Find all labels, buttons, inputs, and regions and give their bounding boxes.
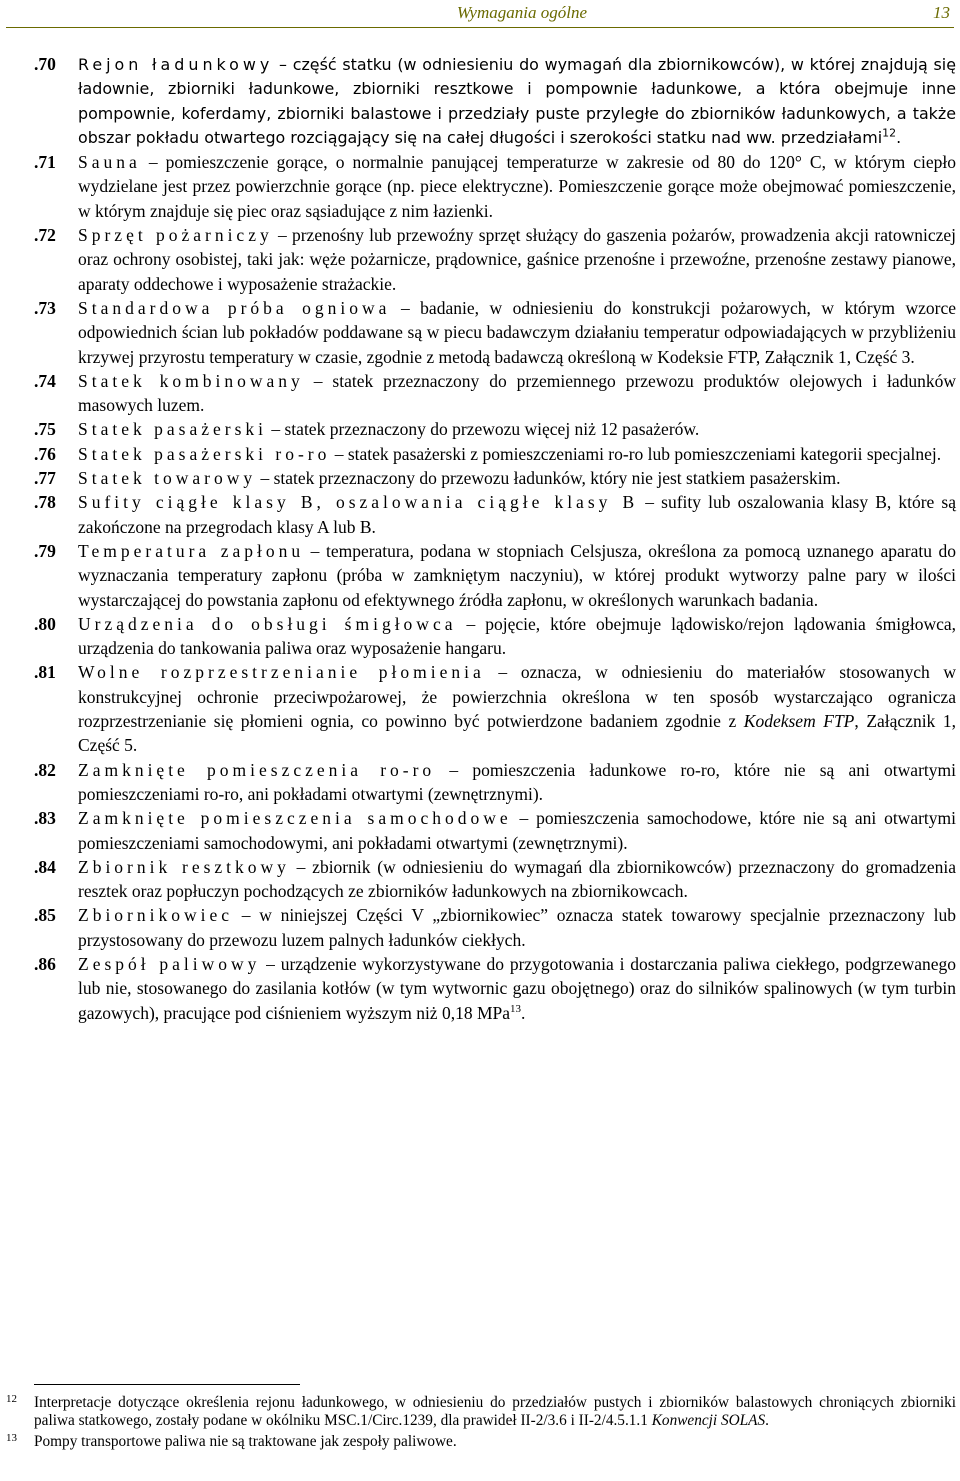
definition-tail: . — [521, 1002, 526, 1023]
definition-term: Wolne rozprzestrzenianie płomienia — [78, 662, 485, 683]
definition-number: .84 — [34, 856, 56, 877]
definition-text-cont: , Załącznik 1, Część 5. — [78, 711, 956, 756]
definition-number: .76 — [34, 443, 56, 464]
definition-entry — [34, 296, 956, 369]
definition-term: Zamknięte pomieszczenia samochodowe — [78, 808, 512, 829]
definition-text: sufity lub oszalowania klasy B, które są zakończone na przegrodach klasy A lub B. — [78, 492, 957, 537]
definition-number: .82 — [34, 759, 56, 780]
definition-text: przenośny lub przewoźny sprzęt służący do gaszenia pożarów, prowadzenia akcji ratowniczej oraz ochrony osobistej, taki jak: węże pożarnicze, prądownice, gaśnice przenośne i przewoźne, przenośne zestawy pianowe, aparaty oddechowe i wyposażenie strażackie. — [78, 225, 957, 294]
definition-entry — [34, 660, 956, 757]
definition-number: .75 — [34, 419, 56, 440]
definition-text: w niniejszej Części V „zbiornikowiec” oznacza statek towarowy specjalnie przeznaczony lub przystosowany do przewozu luzem palnych ładunków ciekłych. — [78, 905, 957, 950]
definition-term: Standardowa próba ogniowa — [78, 297, 391, 318]
definition-term: Statek kombinowany — [78, 370, 304, 391]
definition-text: urządzenie wykorzystywane do przygotowania i dostarczania paliwa ciekłego, podgrzewanego lub nie, stosowanego do zasilania kotłów (w tym wytwornic gazu obojętnego) oraz do silników spalinowych (w tym turbin gazowych), pracujące pod ciśnieniem wyższym niż 0,18 MPa — [78, 953, 956, 1023]
definition-text: statek przeznaczony do przewozu ładunków, który nie jest statkiem pasażerskim. — [273, 468, 841, 489]
definition-term: Sufity ciągłe klasy B, oszalowania ciągłe klasy B — [78, 492, 639, 513]
definition-entry — [34, 442, 956, 466]
footnote-ref: 13 — [510, 1002, 522, 1015]
definition-term: Statek towarowy — [78, 468, 257, 489]
footnote-tail: . — [765, 1412, 769, 1430]
definition-italic-ref: Kodeksem FTP — [743, 711, 855, 732]
definition-text: pomieszczenia samochodowe, które nie są ani otwartymi pomieszczeniami samochodowymi, ani pokładami otwartymi (zewnętrznymi). — [78, 808, 956, 853]
definition-number: .85 — [34, 905, 56, 926]
definition-entry — [34, 52, 956, 150]
definition-text: badanie, w odniesieniu do konstrukcji pożarowych, w którym wzorce odpowiednich ścian lub pokładów poddawane są w piecu badawczym działaniu temperatur odpowiadających w przybliżeniu krzywej przyrostu temperatury w czasie, zgodnie z metodą badawczą określoną w Kodeksie FTP, Załącznik 1, Część 3. — [78, 297, 956, 367]
definition-text: część statku (w odniesieniu do wymagań dla zbiornikowców), w której znajdują się ładownie, zbiorniki ładunkowe, zbiorniki resztkowe i pompownie ładunkowe, a która obejmuje inne pompownie, koferdamy, zbiorniki balastowe i przedziały puste przyległe do zbiorników ładunkowych, a także obszar pokładu otwartego rozciągający się na całej długości i szerokości statku nad ww. przedziałami — [78, 55, 956, 147]
definition-text: zbiornik (w odniesieniu do wymagań dla zbiornikowców) przeznaczony do gromadzenia resztek oraz popłuczyn pochodzących ze zbiorników ładunkowych na zbiornikowcach. — [78, 856, 957, 902]
definition-number: .81 — [34, 662, 56, 683]
definition-entry — [34, 952, 956, 1025]
definition-number: .80 — [34, 613, 56, 634]
definition-number: .83 — [34, 808, 56, 829]
definition-number: .74 — [34, 370, 56, 391]
definition-term: Zespół paliwowy — [78, 953, 261, 974]
definition-dash: – — [233, 905, 260, 926]
definition-term: Statek pasażerski ro-ro — [78, 443, 331, 464]
definition-term: Sprzęt pożarniczy — [78, 225, 273, 246]
header-divider — [6, 27, 954, 28]
definition-dash: – — [304, 540, 326, 561]
definition-term: Zbiornik resztkowy — [78, 856, 290, 877]
definition-text: statek przeznaczony do przewozu więcej niż 12 pasażerów. — [284, 419, 700, 440]
definition-text: statek przeznaczony do przemiennego przewozu produktów olejowych i ładunków masowych luzem. — [78, 370, 956, 416]
definition-number: .79 — [34, 540, 56, 561]
definition-entry — [34, 539, 956, 612]
definition-term: Zbiornikowiec — [78, 905, 234, 926]
definition-dash: – — [267, 419, 285, 440]
definition-dash: – — [390, 297, 421, 318]
definition-dash: – — [456, 613, 486, 634]
definition-number: .73 — [34, 297, 56, 318]
definition-term: Urządzenia do obsługi śmigłowca — [78, 613, 457, 634]
definition-dash: – — [435, 759, 473, 780]
definition-term: Rejon ładunkowy — [78, 55, 274, 74]
definition-entry — [34, 806, 956, 855]
definition-number: .70 — [34, 54, 56, 74]
definition-entry — [34, 855, 956, 904]
definition-dash: – — [256, 468, 274, 489]
definition-number: .71 — [34, 152, 56, 173]
definition-term: Temperatura zapłonu — [78, 540, 305, 561]
footnote-number: 12 — [6, 1393, 17, 1405]
page-number: 13 — [933, 3, 950, 22]
running-header-title: Wymagania ogólne — [456, 3, 587, 22]
footnotes — [0, 1394, 956, 1453]
definitions-list — [34, 52, 956, 1025]
definition-number: .86 — [34, 953, 56, 974]
definition-entry — [34, 903, 956, 952]
definition-dash: – — [484, 662, 521, 683]
definition-dash: – — [289, 856, 313, 877]
definition-number: .72 — [34, 225, 56, 246]
page-header — [0, 0, 960, 28]
definition-dash: – — [303, 370, 333, 391]
definition-text: pomieszczenia ładunkowe ro-ro, które nie są ani otwartymi pomieszczeniami ro-ro, ani pokładami otwartymi (zewnętrznymi). — [78, 759, 956, 804]
definition-dash: – — [140, 152, 166, 173]
definition-text: oznacza, w odniesieniu do materiałów stosowanych w konstrukcyjnej ochronie przeciwpożarowej, że powierzchnia określona w ten sposób wystarczająco ogranicza rozprzestrzenianie się płomieni ognia, co powinno być potwierdzone badaniem zgodnie z — [78, 662, 956, 732]
definition-number: .78 — [34, 492, 56, 513]
definition-term: Zamknięte pomieszczenia ro-ro — [78, 759, 436, 780]
definition-text: pomieszczenie gorące, o normalnie panującej temperaturze w zakresie od 80 do 120° C, w którym ciepło wydzielane jest przez powierzchnie gorące (np. piece elektryczne). Pomieszczenie gorące może obejmować pomieszczenie, w którym znajduje się piec oraz sąsiadujące z nim łazienki. — [78, 152, 957, 221]
definition-text: pojęcie, które obejmuje lądowisko/rejon lądowania śmigłowca, urządzenia do tankowania paliwa oraz wyposażenie hangaru. — [78, 613, 956, 659]
definition-tail: . — [896, 127, 902, 147]
definition-dash: – — [273, 55, 293, 74]
definition-entry — [34, 490, 956, 539]
definition-dash: – — [272, 225, 292, 246]
definition-entry — [34, 369, 956, 418]
definition-entry — [34, 223, 956, 296]
footnote-ref: 12 — [882, 126, 897, 140]
definition-dash: – — [638, 492, 662, 513]
definition-entry — [34, 150, 956, 223]
definition-entry — [34, 758, 956, 807]
definition-dash: – — [511, 808, 537, 829]
footnote-italic-ref: Konwencji SOLAS — [651, 1412, 766, 1430]
definition-dash: – — [330, 443, 348, 464]
definition-entry — [34, 612, 956, 661]
footnote-number: 13 — [6, 1431, 17, 1444]
definition-entry — [34, 466, 956, 490]
footnote-text: Interpretacje dotyczące określenia rejonu ładunkowego, w odniesieniu do przedziałów pustych i zbiorników balastowych chroniących zbiorniki paliwa statkowego, zostały podane w okólniku MSC.1/Circ.1239, dla prawideł II-2/3.6 i II-2/4.5.1.1 — [34, 1394, 956, 1430]
definition-dash: – — [260, 953, 281, 974]
definition-text: temperatura, podana w stopniach Celsjusza, określona za pomocą uznanego aparatu do wyznaczania temperatury zapłonu (próba w zamkniętym naczyniu), w której produkt wytworzy palne pary w ilości wystarczającej do powstania zapłonu od efektywnego źródła zapłonu, w określonych warunkach badania. — [78, 540, 956, 610]
footnote — [0, 1433, 956, 1451]
definition-number: .77 — [34, 468, 56, 489]
definition-text: statek pasażerski z pomieszczeniami ro-ro lub pomieszczeniami kategorii specjalnej. — [347, 443, 942, 464]
footnote-divider — [34, 1384, 300, 1385]
footnote-text: Pompy transportowe paliwa nie są traktowane jak zespoły paliwowe. — [34, 1432, 457, 1450]
definition-entry — [34, 417, 956, 441]
definition-term: Sauna — [78, 152, 141, 173]
definition-term: Statek pasażerski — [78, 419, 267, 440]
footnote — [0, 1394, 956, 1431]
